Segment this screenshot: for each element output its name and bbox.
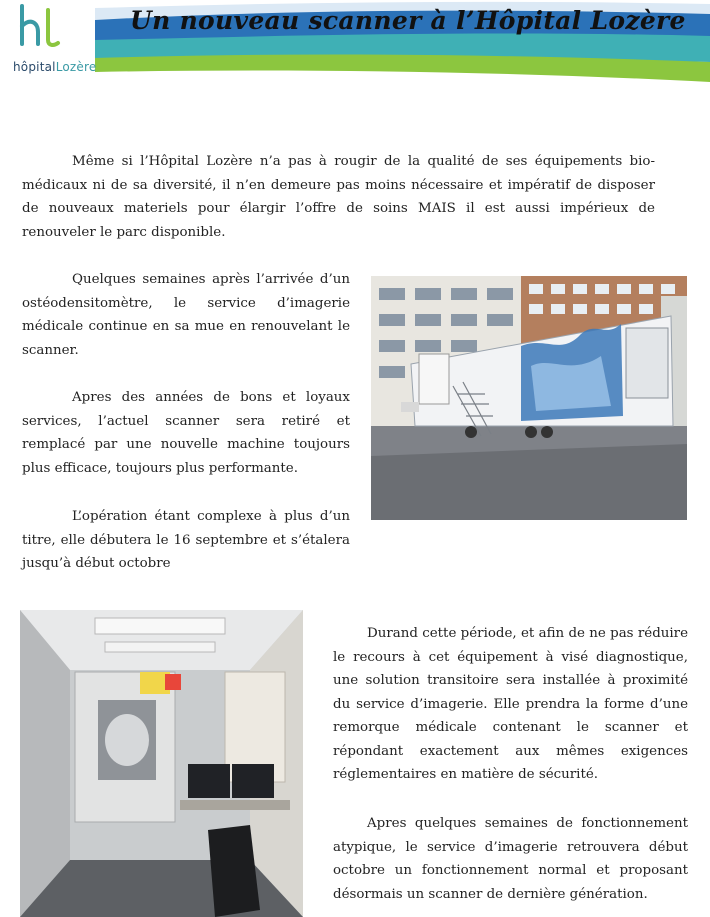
paragraph-transition: Durand cette période, et afin de ne pas réduire le recours à cet équipement à visé diagnostique, une solution transitoire sera installée à proximité du service d’imagerie. Elle prendra la forme d’une remorque médicale contenant le scanner et répondant exactement aux mêmes exigences réglementaires en matière de sécurité. xyxy=(333,626,688,782)
paragraph-replacement: Apres des années de bons et loyaux services, l’actuel scanner sera retiré et remplacé par une nouvelle machine toujours plus efficace, toujours plus performante. xyxy=(22,390,350,476)
paragraph-osteo: Quelques semaines après l’arrivée d’un ostéodensitomètre, le service d’imagerie médicale continue en sa mue en renouvelant le scanner. xyxy=(22,272,350,358)
logo-wordmark xyxy=(13,60,96,74)
paragraph-return: Apres quelques semaines de fonctionnement atypique, le service d’imagerie retrouvera début octobre un fonctionnement normal et proposant désormais un scanner de dernière génération. xyxy=(333,816,688,902)
hl-logo-icon xyxy=(0,0,86,62)
page-title: Un nouveau scanner à l’Hôpital Lozère xyxy=(130,6,686,35)
trailer-interior-photo xyxy=(20,610,303,917)
logo-part1: hôpital xyxy=(13,60,56,74)
logo-part2: Lozère xyxy=(55,60,97,74)
mobile-scanner-trailer-photo xyxy=(371,276,687,520)
paragraph-intro: Même si l’Hôpital Lozère n’a pas à rougir de la qualité de ses équipements bio-médicaux ni de sa diversité, il n’en demeure pas moins nécessaire et impératif de disposer de nouveaux materiels pour élargir l’offre de soins MAIS il est aussi impérieux de renouveler le parc disponible. xyxy=(22,154,655,240)
paragraph-dates: L’opération étant complexe à plus d’un titre, elle débutera le 16 septembre et s’étalera jusqu’à début octobre xyxy=(22,509,350,571)
header-banner xyxy=(0,0,710,90)
